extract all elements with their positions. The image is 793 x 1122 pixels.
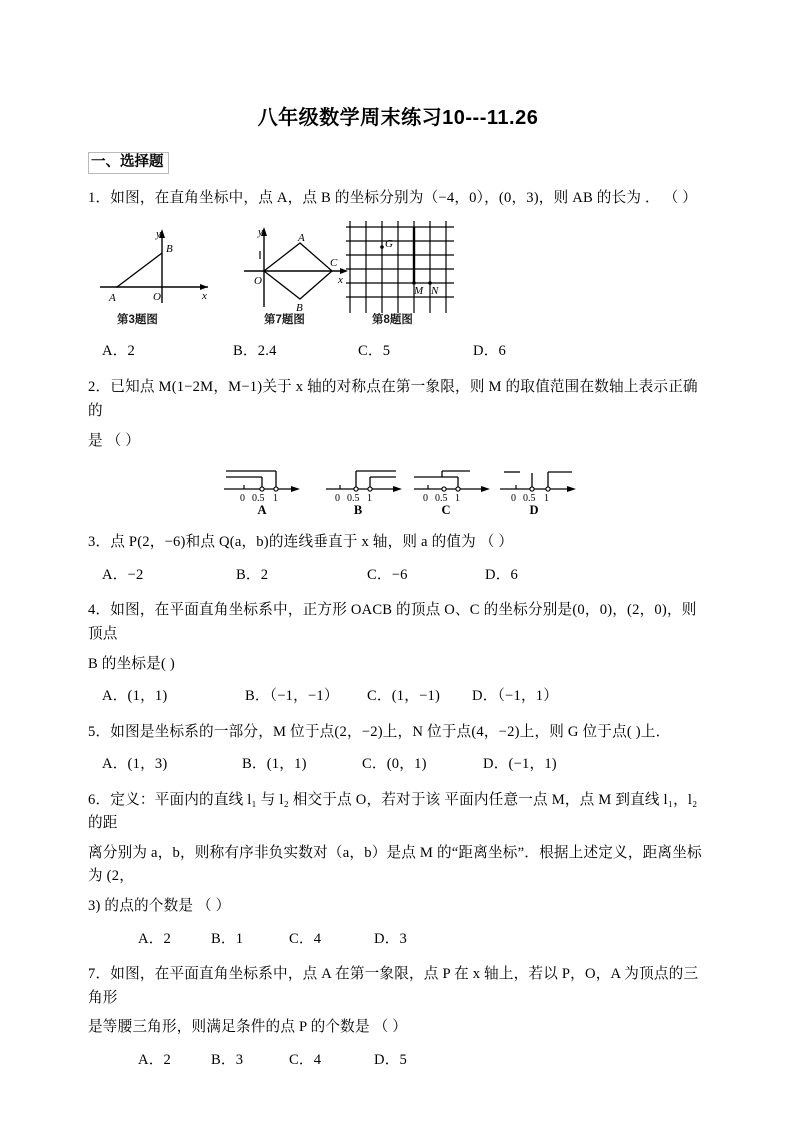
svg-text:O: O (153, 291, 161, 304)
question-2-choice-b-label: B (353, 503, 363, 518)
question-6-option-c[interactable]: C．4 (289, 930, 322, 947)
figure-7-caption: 第7题图 (264, 314, 305, 327)
question-4-option-a[interactable]: A．(1，1) (102, 688, 168, 705)
figure-8-caption: 第8题图 (372, 314, 413, 327)
svg-text:1: 1 (273, 493, 278, 504)
svg-text:0: 0 (423, 493, 428, 504)
svg-text:B: B (166, 243, 173, 256)
question-2-choice-a-label: A (257, 503, 267, 518)
svg-text:0.5: 0.5 (435, 493, 448, 504)
question-7-option-c[interactable]: C．4 (289, 1052, 322, 1068)
svg-text:1: 1 (367, 493, 372, 504)
figure-7-rhombus (240, 221, 360, 327)
page-content (88, 0, 708, 1072)
question-4-text-line-2: B 的坐标是( ) (88, 655, 175, 672)
question-6-text-line-2: 离分别为 a，b，则称有序非负实数对（a，b）是点 M 的“距离坐标”．根据上述定义，距离坐标为 (2， (88, 844, 702, 885)
figure-3-coordinate-triangle (92, 223, 222, 327)
question-4-text-line-1: 4．如图，在平面直角坐标系中，正方形 OACB 的顶点 O、C 的坐标分别是(0，0)，(2，0)，则顶点 (88, 602, 697, 642)
question-7-options (88, 1049, 708, 1072)
question-3-option-d[interactable]: D．6 (485, 566, 519, 583)
svg-text:N: N (431, 285, 439, 298)
question-3-text: 3．点 P(2，−6)和点 Q(a，b)的连线垂直于 x 轴，则 a 的值为 （ ） (88, 534, 514, 551)
svg-text:M: M (414, 285, 424, 298)
question-5-options (88, 753, 708, 776)
question-1-option-a[interactable]: A．2 (102, 343, 136, 360)
question-7-text-line-2: 是等腰三角形，则满足条件的点 P 的个数是 （ ） (88, 1019, 408, 1036)
question-2-choice-d-figure[interactable] (494, 463, 586, 518)
page-title: 八年级数学周末练习10---11.26 (257, 107, 539, 129)
figure-8-grid (344, 219, 460, 327)
question-3-option-c[interactable]: C．−6 (367, 566, 408, 583)
figure-strip (88, 223, 708, 331)
question-7-option-a[interactable]: A．2 (138, 1052, 172, 1068)
svg-text:B: B (296, 302, 303, 314)
figure-3-caption: 第3题图 (117, 314, 158, 327)
svg-text:0: 0 (511, 493, 516, 504)
question-6-option-b[interactable]: B．1 (211, 930, 244, 947)
question-2-choice-c-figure[interactable] (408, 463, 500, 518)
question-2-choice-a-figure[interactable] (218, 463, 310, 518)
question-2-choice-c-label: C (441, 503, 451, 518)
question-2-choice-b-figure[interactable] (320, 463, 412, 518)
svg-text:y: y (258, 226, 263, 239)
svg-text:x: x (338, 274, 343, 287)
question-6-options (88, 928, 708, 951)
question-1-option-d[interactable]: D．6 (473, 343, 507, 360)
question-6-option-d[interactable]: D．3 (374, 930, 408, 947)
section-heading-wrap (88, 152, 169, 174)
svg-text:0.5: 0.5 (347, 493, 360, 504)
question-4-option-c[interactable]: C．(1，−1) (367, 688, 441, 705)
svg-text:O: O (254, 275, 262, 288)
question-2-numberline-choices (88, 463, 708, 519)
svg-text:0: 0 (240, 493, 245, 504)
question-7-option-b[interactable]: B．3 (211, 1052, 244, 1068)
svg-text:A: A (298, 232, 305, 245)
question-1-option-c[interactable]: C．5 (358, 343, 391, 360)
question-4-options (88, 685, 708, 708)
svg-text:0.5: 0.5 (252, 493, 265, 504)
question-1-options (88, 340, 708, 363)
question-1-text: 1．如图，在直角坐标中，点 A，点 B 的坐标分别为（−4，0），(0，3)，则 AB 的长为 ． （ ） (88, 190, 698, 207)
question-3-option-a[interactable]: A．−2 (102, 566, 144, 583)
section-heading-multiple-choice: 一、选择题 (88, 152, 169, 174)
question-2-choice-d-label: D (529, 503, 539, 518)
question-1-option-b[interactable]: B．2.4 (233, 343, 277, 360)
question-5-option-a[interactable]: A．(1，3) (102, 756, 168, 773)
question-5-option-d[interactable]: D．(−1，1) (483, 756, 557, 773)
svg-text:G: G (385, 238, 393, 251)
question-4-option-b[interactable]: B．（−1，−1） (245, 688, 339, 705)
question-3-option-b[interactable]: B．2 (236, 566, 269, 583)
question-5-option-c[interactable]: C．(0，1) (362, 756, 427, 773)
question-6-text-line-1: 6．定义：平面内的直线 l₁ 与 l₂ 相交于点 O，若对于该 平面内任意一点 M，点 M 到直线 l₁，l₂ 的距 (88, 791, 698, 832)
question-3-options (88, 564, 708, 587)
question-4-option-d[interactable]: D．（−1，1） (472, 688, 559, 705)
question-6-text-line-3: 3) 的点的个数是 （ ） (88, 898, 231, 915)
svg-text:0.5: 0.5 (523, 493, 536, 504)
svg-text:x: x (202, 290, 207, 303)
question-6-option-a[interactable]: A．2 (138, 930, 172, 947)
question-7-option-d[interactable]: D．5 (374, 1052, 408, 1068)
question-5-option-b[interactable]: B．(1，1) (242, 756, 307, 773)
svg-text:C: C (330, 257, 338, 270)
svg-text:1: 1 (455, 493, 460, 504)
question-5-text: 5．如图是坐标系的一部分，M 位于点(2，−2)上，N 位于点(4，−2)上，则 G 位于点( )上． (88, 723, 671, 740)
svg-text:0: 0 (335, 493, 340, 504)
svg-text:A: A (109, 292, 116, 305)
svg-text:1: 1 (544, 493, 549, 504)
question-2-text-line-1: 2．已知点 M(1−2M，M−1)关于 x 轴的对称点在第一象限，则 M 的取值范围在数轴上表示正确的 (88, 379, 698, 420)
question-7-text-line-1: 7．如图，在平面直角坐标系中，点 A 在第一象限，点 P 在 x 轴上，若以 P，O，A 为顶点的三角形 (88, 966, 699, 1006)
svg-text:y: y (156, 228, 161, 241)
question-2-text-line-2: 是 （ ） (88, 432, 141, 449)
